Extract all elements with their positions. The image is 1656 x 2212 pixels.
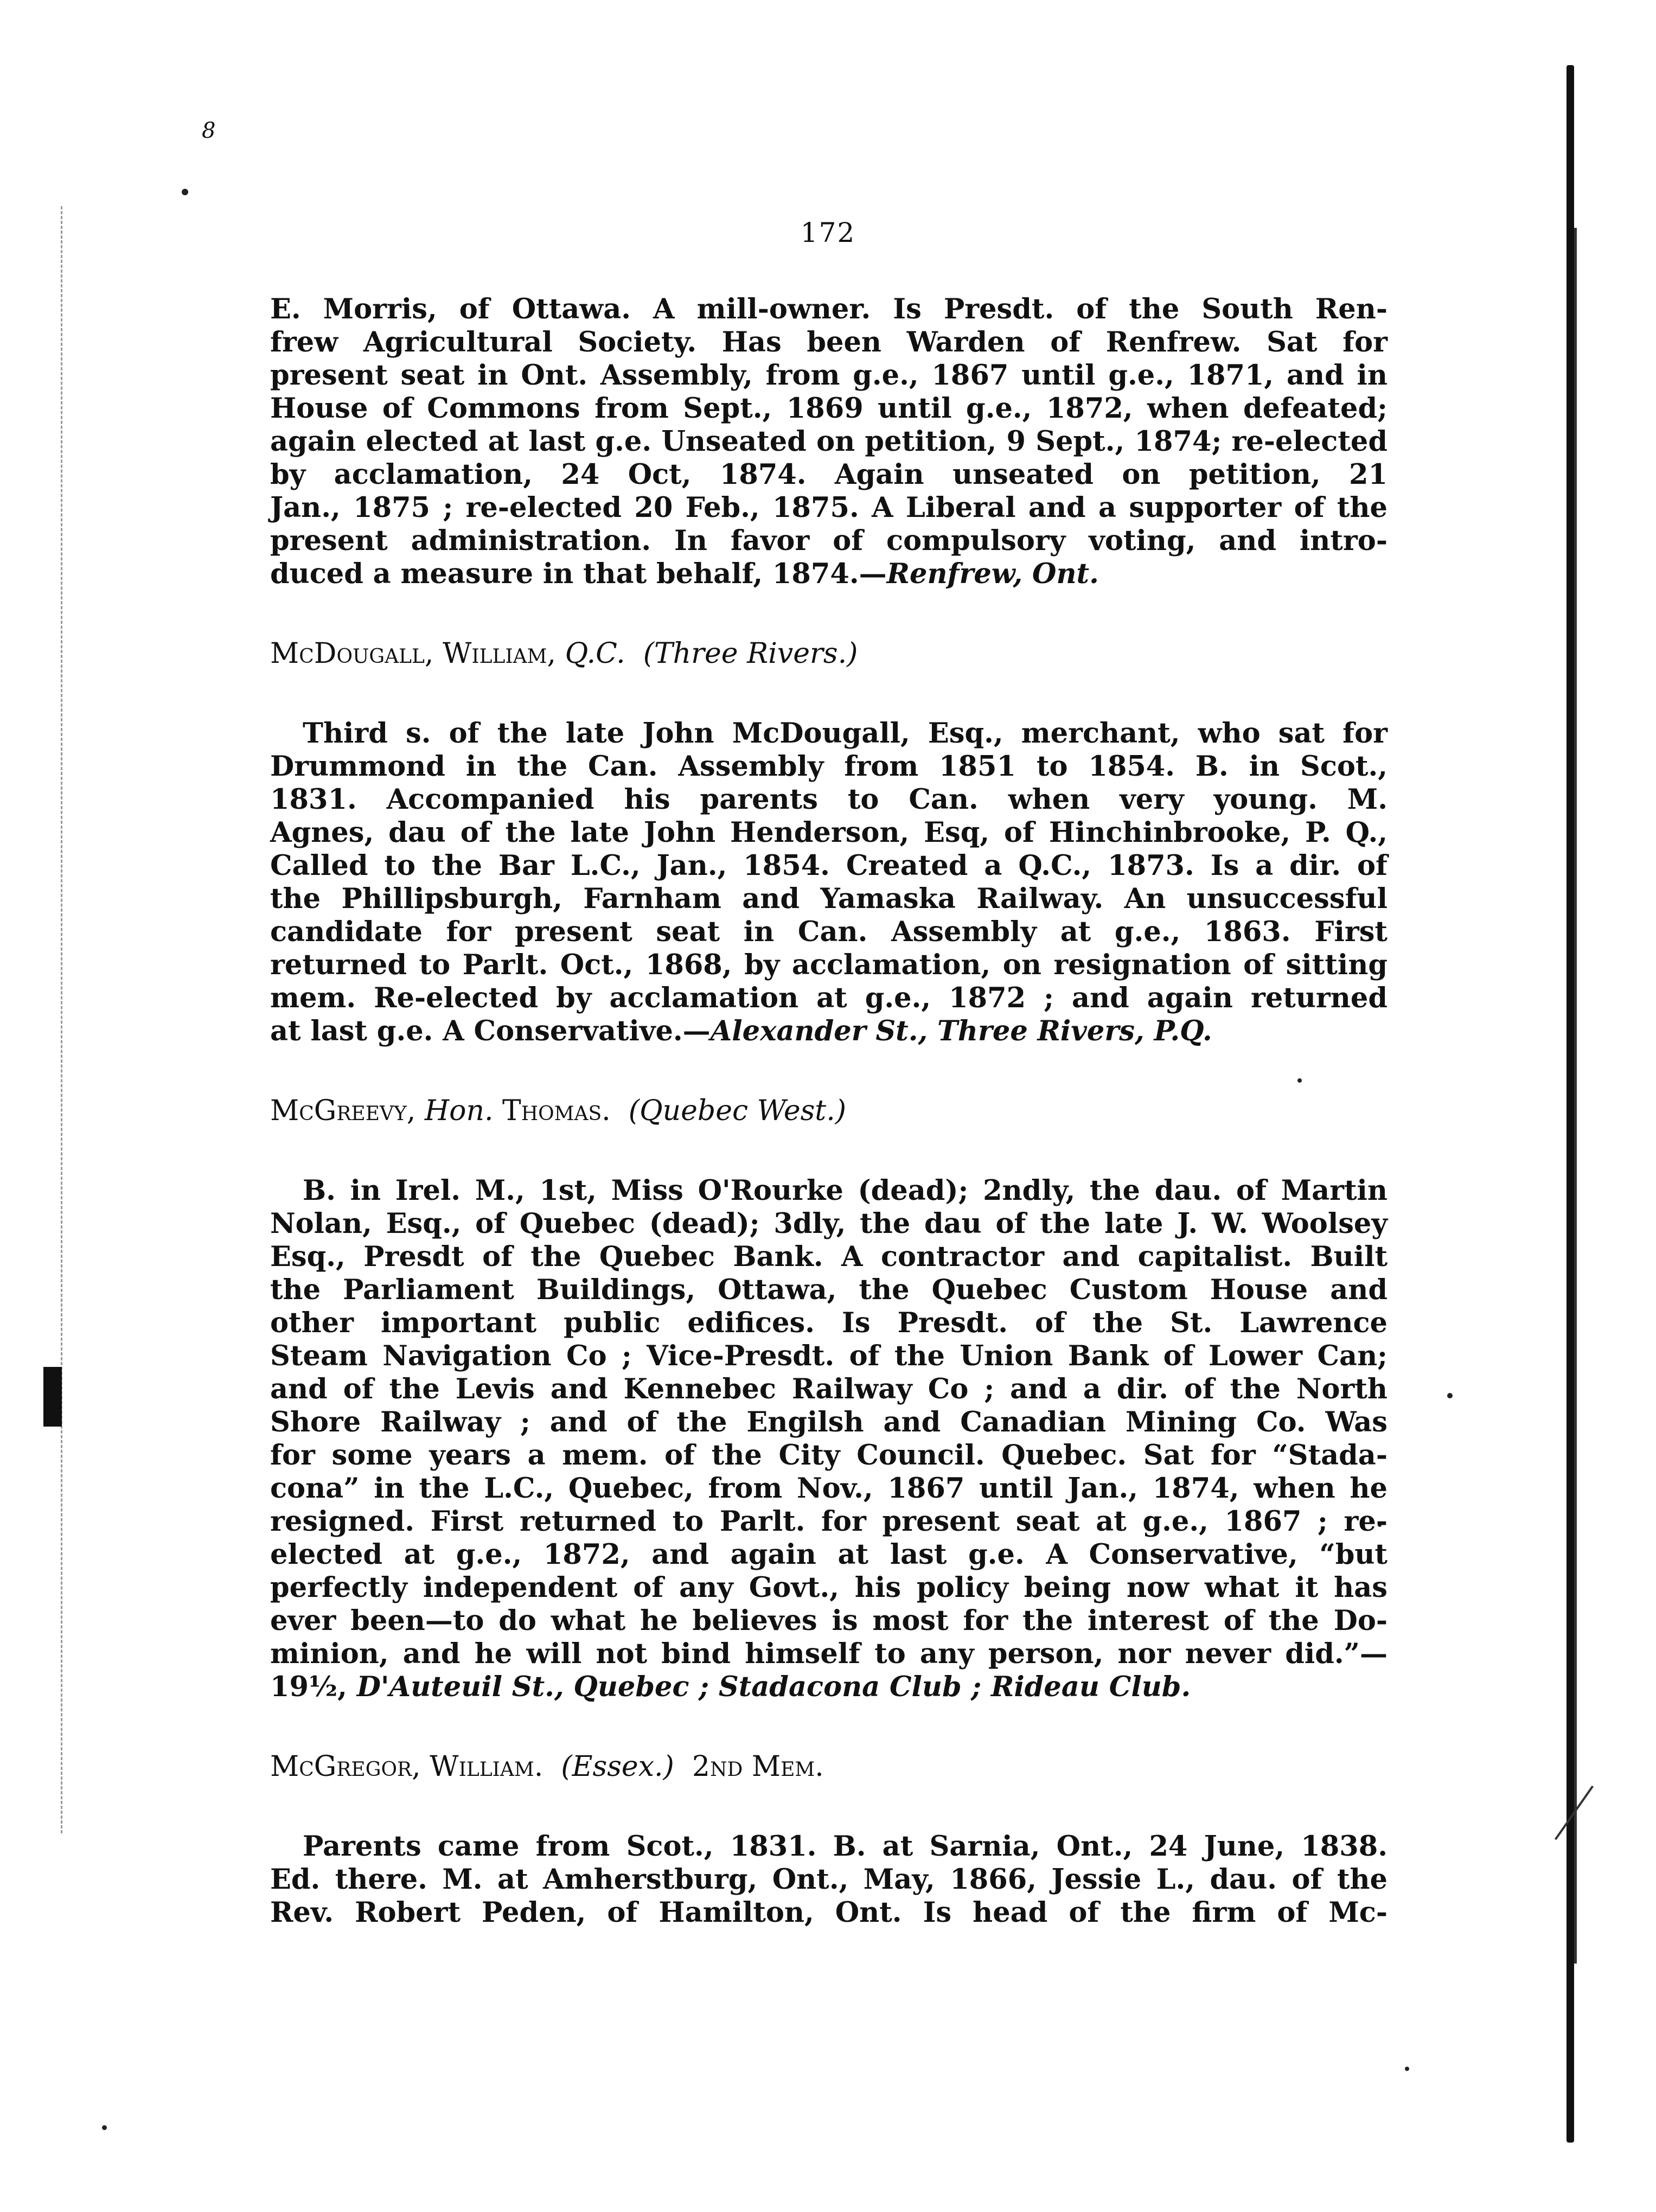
text-line: perfectly independent of any Govt., his policy being now what it has [270, 1571, 1388, 1604]
text-line: House of Commons from Sept., 1869 until g.e., 1872, when defeated; [270, 392, 1388, 425]
text-segment: at last g.e. A Conservative.— [270, 1015, 711, 1047]
text-line: again elected at last g.e. Unseated on petition, 9 Sept., 1874; re-elected [270, 425, 1388, 458]
binding-edge-dashes [61, 206, 64, 1833]
text-line: and of the Levis and Kennebec Railway Co ; and a dir. of the North [270, 1373, 1388, 1405]
address-italic: Renfrew, Ont. [886, 558, 1099, 590]
corner-mark: 8 [202, 118, 216, 143]
scan-speck [102, 2125, 107, 2130]
text-line: Ed. there. M. at Amherstburg, Ont., May, 1866, Jessie L., dau. of the [270, 1863, 1388, 1896]
text-line: candidate for present seat in Can. Assembly at g.e., 1863. First [270, 916, 1388, 948]
text-line: ever been—to do what he believes is most for the interest of the Do- [270, 1604, 1388, 1637]
text-line: Steam Navigation Co ; Vice-Presdt. of the Union Bank of Lower Can; [270, 1340, 1388, 1372]
text-line: present seat in Ont. Assembly, from g.e., 1867 until g.e., 1871, and in [270, 359, 1388, 392]
text-line: mem. Re-elected by acclamation at g.e., 1872 ; and again returned [270, 982, 1388, 1014]
text-column [270, 293, 1388, 1929]
entry-body [270, 1174, 1388, 1704]
page-edge-shadow [1567, 65, 1574, 2143]
entry-honorific: Q.C. [565, 637, 625, 670]
text-line: frew Agricultural Society. Has been Warden of Renfrew. Sat for [270, 326, 1388, 359]
text-line: resigned. First returned to Parlt. for present seat at g.e., 1867 ; re- [270, 1505, 1388, 1538]
text-line: Called to the Bar L.C., Jan., 1854. Created a Q.C., 1873. Is a dir. of [270, 849, 1388, 882]
text-line: E. Morris, of Ottawa. A mill-owner. Is Presdt. of the South Ren- [270, 293, 1388, 325]
text-segment: 19½, [270, 1671, 357, 1703]
text-line: the Parliament Buildings, Ottawa, the Quebec Custom House and [270, 1274, 1388, 1306]
text-line: by acclamation, 24 Oct, 1874. Again unseated on petition, 21 [270, 458, 1388, 491]
text-line [270, 1671, 1388, 1704]
address-italic: Alexander St., Three Rivers, P.Q. [710, 1015, 1212, 1047]
text-line: Parents came from Scot., 1831. B. at Sarnia, Ont., 24 June, 1838. [303, 1830, 1388, 1863]
entry-surname: McGregor [270, 1750, 412, 1783]
entry-member-rank: 2nd Mem. [692, 1750, 824, 1783]
text-line: Shore Railway ; and of the Engilsh and Canadian Mining Co. Was [270, 1406, 1388, 1439]
text-line: elected at g.e., 1872, and again at last g.e. A Conservative, “but [270, 1538, 1388, 1571]
text-line: Agnes, dau of the late John Henderson, Esq, of Hinchinbrooke, P. Q., [270, 816, 1388, 849]
text-line [270, 558, 1388, 591]
scan-speck [1447, 1393, 1453, 1398]
address-italic: D'Auteuil St., Quebec ; Stadacona Club ; Rideau Club. [356, 1671, 1191, 1703]
text-line: other important public edifices. Is Presdt. of the St. Lawrence [270, 1307, 1388, 1339]
text-line: for some years a mem. of the City Council. Quebec. Sat for “Stada- [270, 1439, 1388, 1472]
entry-body [270, 717, 1388, 1048]
text-line: Esq., Presdt of the Quebec Bank. A contractor and capitalist. Built [270, 1241, 1388, 1273]
text-line: returned to Parlt. Oct., 1868, by acclamation, on resignation of sitting [270, 949, 1388, 981]
entry-riding: (Three Rivers.) [643, 637, 858, 670]
entry-riding: (Essex.) [561, 1750, 674, 1783]
text-line: minion, and he will not bind himself to any person, nor never did.”— [270, 1638, 1388, 1670]
entry-separator: , [406, 1095, 425, 1127]
entry-given-name: , William, [424, 637, 557, 670]
scan-speck [1405, 2067, 1409, 2071]
text-line [270, 1015, 1388, 1048]
entry-title: Hon. [424, 1095, 494, 1127]
text-line: present administration. In favor of compulsory voting, and intro- [270, 525, 1388, 557]
text-line: the Phillipsburgh, Farnham and Yamaska Railway. An unsuccessful [270, 883, 1388, 915]
text-segment: duced a measure in that behalf, 1874.— [270, 558, 887, 590]
text-line: Rev. Robert Peden, of Hamilton, Ont. Is head of the firm of Mc- [270, 1896, 1388, 1929]
text-line: cona” in the L.C., Quebec, from Nov., 1867 until Jan., 1874, when he [270, 1472, 1388, 1505]
entry-heading [270, 1750, 1388, 1783]
page-edge-line [1574, 228, 1577, 1964]
scan-speck [182, 189, 188, 195]
entry-surname: McDougall [270, 637, 425, 670]
text-line: Jan., 1875 ; re-elected 20 Feb., 1875. A Liberal and a supporter of the [270, 491, 1388, 524]
text-line: Third s. of the late John McDougall, Esq., merchant, who sat for [303, 717, 1388, 750]
text-line: 1831. Accompanied his parents to Can. when very young. M. [270, 783, 1388, 816]
entry-given-name: , William. [412, 1750, 544, 1783]
entry-surname: McGreevy [270, 1095, 407, 1127]
entry-riding: (Quebec West.) [628, 1095, 847, 1127]
entry-heading [270, 637, 1388, 670]
entry-body [270, 1830, 1388, 1929]
ink-blot [43, 1367, 62, 1427]
text-line: B. in Irel. M., 1st, Miss O'Rourke (dead); 2ndly, the dau. of Martin [303, 1174, 1388, 1207]
entry-heading [270, 1095, 1388, 1128]
page-number: 172 [800, 217, 856, 248]
paragraph-morris [270, 293, 1388, 591]
text-line: Nolan, Esq., of Quebec (dead); 3dly, the dau of the late J. W. Woolsey [270, 1207, 1388, 1240]
entry-given-name: Thomas. [493, 1095, 611, 1127]
text-line: Drummond in the Can. Assembly from 1851 to 1854. B. in Scot., [270, 750, 1388, 783]
